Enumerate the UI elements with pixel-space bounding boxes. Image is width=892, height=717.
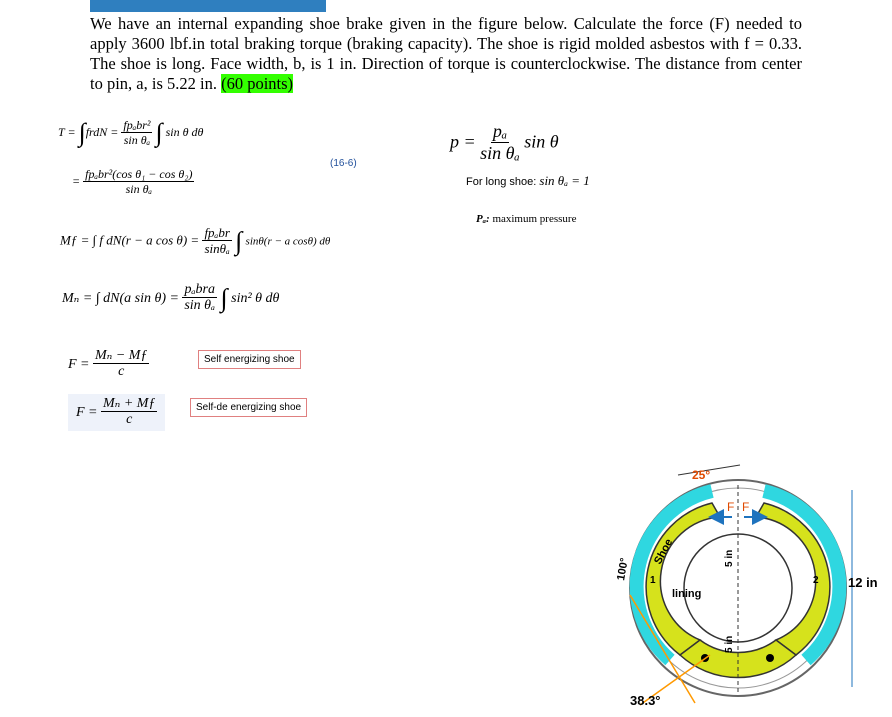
p-den: sin θₐ: [480, 142, 520, 163]
force-equation-deenergizing: [68, 394, 165, 431]
f2-fraction: [101, 396, 157, 429]
torque2-num: fpₐbr²(cos θ₁ − cos θ₂): [85, 167, 193, 181]
equals: =: [72, 174, 84, 189]
torque-equation-2: [72, 168, 194, 197]
f-den: c: [118, 364, 125, 380]
p-fraction: [480, 122, 520, 164]
pa-symbol: Pₐ:: [476, 213, 490, 225]
mf-lhs: Mƒ = ∫ f dN(r − a cos θ) =: [60, 232, 203, 248]
f1-fraction: [93, 348, 149, 381]
dim-5in-a: 5 in: [724, 549, 735, 567]
mf-fraction: [202, 226, 231, 257]
problem-statement: [90, 14, 802, 94]
mf-integrand: sinθ(r − a cosθ) dθ: [245, 235, 331, 248]
mn-fraction: [182, 282, 217, 315]
angle-100-label: 100°: [615, 557, 631, 582]
equation-number: (16-6): [330, 158, 357, 169]
friction-moment-equation: [60, 226, 330, 257]
f-lhs: F =: [76, 404, 101, 420]
long-shoe-label: For long shoe:: [466, 176, 537, 188]
shoe-label: Shoe: [652, 537, 676, 567]
pa-description: maximum pressure: [492, 213, 577, 225]
mn-num: pₐbra: [184, 282, 215, 297]
torque-integrand: sin θ dθ: [165, 124, 204, 139]
torque2-fraction: [83, 168, 194, 197]
p-lhs: p =: [450, 131, 481, 152]
integral-symbol: ∫: [235, 226, 243, 256]
torque-fraction: [121, 119, 152, 148]
mn-den: sin θₐ: [184, 298, 216, 314]
mn-lhs: Mₙ = ∫ dN(a sin θ) =: [62, 290, 183, 306]
points-highlight: (60 points): [221, 74, 294, 93]
angle-38-label: 38.3°: [630, 693, 661, 708]
dim-12in-label: 12 in: [848, 575, 878, 590]
shoe-1-label: 1: [650, 575, 656, 586]
problem-text: We have an internal expanding shoe brake given in the figure below. Calculate the force (F) needed to apply 3600 lbf.in total braking torque (braking capacity). The shoe is rigid molded asbestos with f = 0.33. The shoe is long. Face width, b, is 1 in. Direction of torque is counterclockwise. The distance from center to pin, a, is 5.22 in.: [90, 14, 802, 93]
mf-num: fpₐbr: [204, 225, 230, 240]
f-lhs: F =: [68, 356, 93, 372]
f1-num: Mₙ − Mƒ: [95, 348, 148, 363]
pa-definition: [476, 213, 576, 225]
p-rhs: sin θ: [524, 131, 559, 152]
long-shoe-eq: sin θₐ = 1: [539, 173, 590, 188]
angle-25-label: 25°: [692, 468, 711, 482]
header-accent-bar: [90, 0, 326, 12]
torque-equation: [58, 118, 203, 148]
torque-num: fpₐbr²: [123, 117, 151, 132]
torque-lhs: T =: [58, 124, 79, 139]
normal-moment-equation: [62, 282, 279, 315]
pin-right: [766, 654, 774, 662]
mn-integrand: sin² θ dθ: [231, 290, 280, 306]
force-label-left: F: [727, 500, 735, 514]
integral-symbol: ∫: [78, 118, 86, 147]
mf-den: sinθₐ: [204, 241, 230, 257]
integral-symbol: ∫: [155, 118, 163, 147]
lining-label: lining: [672, 588, 702, 600]
shoe-bottom: [680, 640, 796, 678]
long-shoe-note: [466, 173, 590, 189]
force-label-right: F: [742, 500, 750, 514]
force-equation-energizing: [68, 348, 149, 381]
torque-int-start: frdN =: [85, 124, 122, 139]
dim-5in-b: 5 in: [724, 635, 735, 653]
pressure-equation: [450, 122, 559, 164]
self-deenergizing-label: Self-de energizing shoe: [190, 398, 307, 417]
brake-figure: [600, 455, 892, 717]
f2-num: Mₙ + Mƒ: [103, 396, 156, 411]
torque-den: sin θₐ: [123, 132, 151, 147]
torque2-den: sin θₐ: [125, 182, 152, 197]
self-energizing-label: Self energizing shoe: [198, 350, 301, 369]
shoe-2-label: 2: [813, 575, 819, 586]
f-den: c: [126, 412, 133, 428]
integral-symbol: ∫: [220, 283, 228, 313]
p-num: pₐ: [492, 121, 508, 141]
